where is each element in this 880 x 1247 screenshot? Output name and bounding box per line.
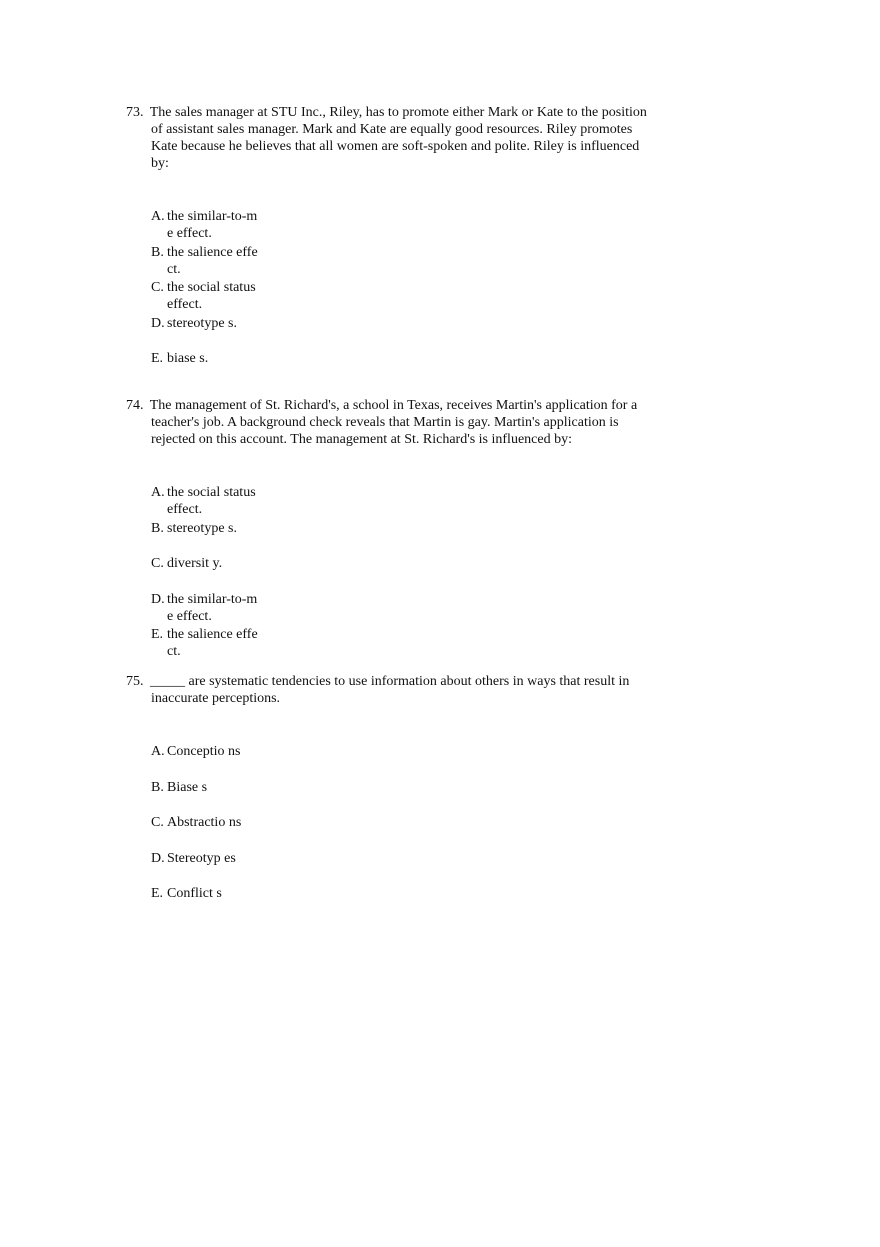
option-text: Biase s: [167, 779, 208, 795]
question-number: 74.: [126, 398, 144, 413]
option-letter: E.: [151, 627, 164, 642]
option-letter: A.: [151, 744, 165, 759]
question-text: The management of St. Richard's, a school in Texas, receives Martin's application for a teacher's job. A background check reveals that Martin is gay. Martin's application is rejected on this account. The management at St. Richard's is influenced by:: [149, 398, 638, 447]
option-text: the social status effect.: [167, 485, 256, 517]
option-letter: E.: [151, 351, 164, 366]
option-text: stereotype s.: [167, 315, 237, 331]
option-letter: B.: [151, 779, 164, 795]
question-stem: [126, 104, 656, 172]
option-text: Conceptio ns: [167, 744, 241, 759]
option-letter: D.: [151, 591, 165, 607]
option-letter: D.: [151, 850, 165, 866]
question-number: 73.: [126, 105, 144, 120]
option-letter: C.: [151, 280, 164, 295]
option-text: Conflict s: [167, 886, 222, 901]
option-letter: D.: [151, 315, 165, 331]
question-number: 75.: [126, 674, 144, 689]
option-text: Abstractio ns: [167, 815, 242, 830]
option-text: the salience effect.: [167, 244, 258, 277]
question-73: [126, 104, 656, 366]
question-stem: [126, 397, 656, 448]
option-letter: A.: [151, 485, 165, 500]
option-text: the similar-to-me effect.: [167, 209, 258, 241]
option-letter: B.: [151, 520, 164, 536]
option-text: stereotype s.: [167, 520, 237, 536]
question-74: [126, 397, 656, 659]
option-letter: C.: [151, 556, 164, 571]
option-text: diversit y.: [167, 556, 223, 571]
option-text: the salience effect.: [167, 627, 258, 659]
question-stem: [126, 673, 656, 707]
option-letter: B.: [151, 244, 164, 260]
question-text: _____ are systematic tendencies to use information about others in ways that result in inaccurate perceptions.: [150, 674, 630, 706]
option-text: the social status effect.: [167, 280, 256, 312]
option-letter: A.: [151, 209, 165, 224]
question-text: The sales manager at STU Inc., Riley, has to promote either Mark or Kate to the position of assistant sales manager. Mark and Kate are equally good resources. Riley promotes Kate because he believes that all women are soft-spoken and polite. Riley is influenced by:: [149, 105, 647, 171]
option-text: the similar-to-me effect.: [167, 591, 258, 624]
option-letter: C.: [151, 815, 164, 830]
option-letter: E.: [151, 886, 164, 901]
option-text: biase s.: [167, 351, 209, 366]
option-text: Stereotyp es: [167, 850, 236, 866]
question-75: [126, 673, 656, 901]
